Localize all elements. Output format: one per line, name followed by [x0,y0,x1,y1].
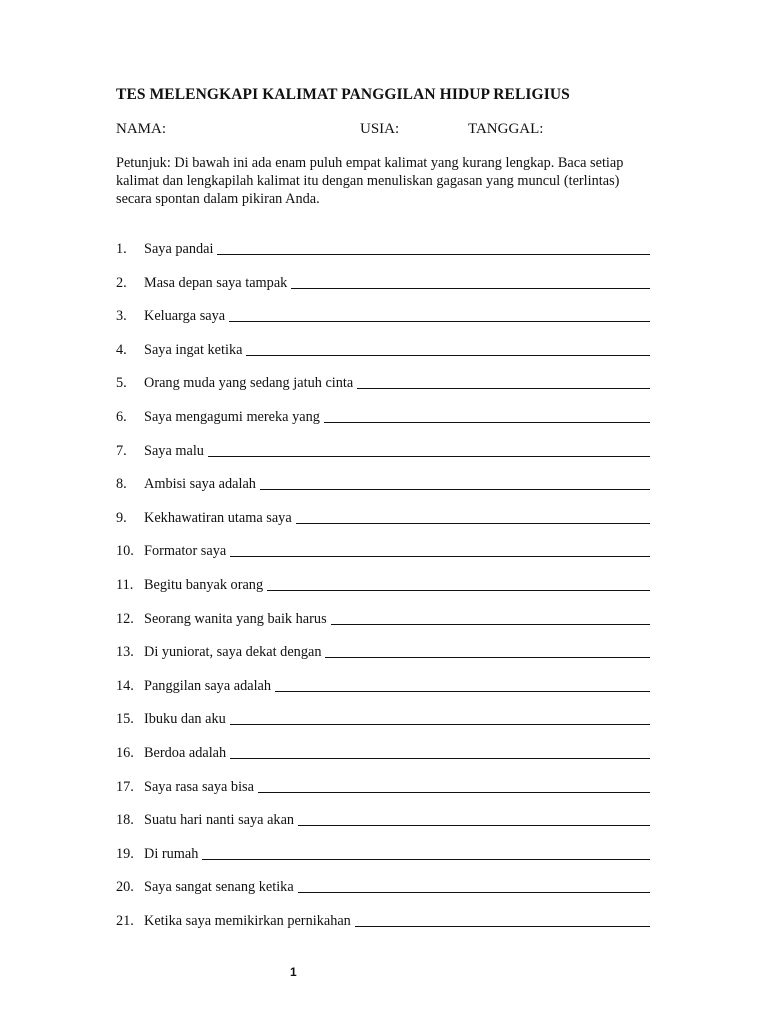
sentence-item [116,574,650,594]
sentence-item [116,843,650,863]
answer-blank-line[interactable] [291,288,650,289]
item-sentence-stem: Berdoa adalah [144,745,227,761]
item-sentence-stem: Saya ingat ketika [144,342,243,358]
sentence-item [116,305,650,325]
answer-blank-line[interactable] [208,456,650,457]
instructions-paragraph: Petunjuk: Di bawah ini ada enam puluh empat kalimat yang kurang lengkap. Baca setiap kalimat dan lengkapilah kalimat itu dengan menuliskan gagasan yang muncul (terlintas) secara spontan dalam pikiran Anda. [116,155,624,207]
item-number: 8. [116,476,127,492]
item-sentence-stem: Suatu hari nanti saya akan [144,812,295,828]
item-number: 5. [116,375,127,391]
sentence-item [116,507,650,527]
sentence-item [116,641,650,661]
answer-blank-line[interactable] [357,388,650,389]
item-number: 19. [116,846,134,862]
item-sentence-stem: Ketika saya memikirkan pernikahan [144,913,351,929]
item-sentence-stem: Kekhawatiran utama saya [144,510,292,526]
answer-blank-line[interactable] [258,792,650,793]
sentence-item [116,675,650,695]
item-number: 16. [116,745,134,761]
answer-blank-line[interactable] [298,892,650,893]
answer-blank-line[interactable] [229,321,650,322]
answer-blank-line[interactable] [275,691,650,692]
item-number: 7. [116,443,127,459]
item-number: 12. [116,611,134,627]
item-sentence-stem: Di yuniorat, saya dekat dengan [144,644,322,660]
answer-blank-line[interactable] [230,758,650,759]
sentence-item [116,372,650,392]
item-number: 11. [116,577,134,593]
item-number: 20. [116,879,134,895]
item-number: 13. [116,644,134,660]
answer-blank-line[interactable] [324,422,650,423]
answer-blank-line[interactable] [246,355,650,356]
sentence-item [116,339,650,359]
answer-blank-line[interactable] [355,926,650,927]
item-number: 6. [116,409,127,425]
sentence-item [116,473,650,493]
item-number: 10. [116,543,134,559]
sentence-item [116,910,650,930]
item-sentence-stem: Begitu banyak orang [144,577,264,593]
item-sentence-stem: Saya pandai [144,241,214,257]
answer-blank-line[interactable] [331,624,650,625]
item-number: 9. [116,510,127,526]
item-number: 17. [116,779,134,795]
item-number: 14. [116,678,134,694]
item-sentence-stem: Formator saya [144,543,227,559]
item-number: 3. [116,308,127,324]
sentence-item [116,540,650,560]
sentence-item [116,876,650,896]
item-number: 15. [116,711,134,727]
item-sentence-stem: Ibuku dan aku [144,711,226,727]
item-sentence-stem: Keluarga saya [144,308,226,324]
sentence-item [116,238,650,258]
sentence-item [116,708,650,728]
item-number: 21. [116,913,134,929]
sentence-item [116,608,650,628]
item-sentence-stem: Seorang wanita yang baik harus [144,611,327,627]
sentence-item [116,272,650,292]
answer-blank-line[interactable] [202,859,650,860]
sentence-item [116,406,650,426]
sentence-item [116,440,650,460]
page-number: 1 [290,965,297,979]
answer-blank-line[interactable] [325,657,650,658]
sentence-item [116,742,650,762]
item-sentence-stem: Saya malu [144,443,204,459]
answer-blank-line[interactable] [260,489,650,490]
date-field-label: TANGGAL: [468,121,544,137]
item-sentence-stem: Saya rasa saya bisa [144,779,254,795]
item-sentence-stem: Ambisi saya adalah [144,476,256,492]
item-sentence-stem: Di rumah [144,846,199,862]
sentence-item [116,776,650,796]
item-sentence-stem: Saya mengagumi mereka yang [144,409,320,425]
name-field-label: NAMA: [116,121,167,137]
item-number: 18. [116,812,134,828]
answer-blank-line[interactable] [267,590,650,591]
answer-blank-line[interactable] [298,825,650,826]
item-sentence-stem: Saya sangat senang ketika [144,879,294,895]
item-sentence-stem: Panggilan saya adalah [144,678,272,694]
answer-blank-line[interactable] [217,254,650,255]
answer-blank-line[interactable] [230,556,650,557]
item-number: 4. [116,342,127,358]
item-number: 1. [116,241,127,257]
answer-blank-line[interactable] [230,724,650,725]
item-sentence-stem: Masa depan saya tampak [144,275,288,291]
answer-blank-line[interactable] [296,523,650,524]
sentence-item [116,809,650,829]
page-title: TES MELENGKAPI KALIMAT PANGGILAN HIDUP RELIGIUS [116,86,570,103]
item-sentence-stem: Orang muda yang sedang jatuh cinta [144,375,354,391]
age-field-label: USIA: [360,121,400,137]
item-number: 2. [116,275,127,291]
